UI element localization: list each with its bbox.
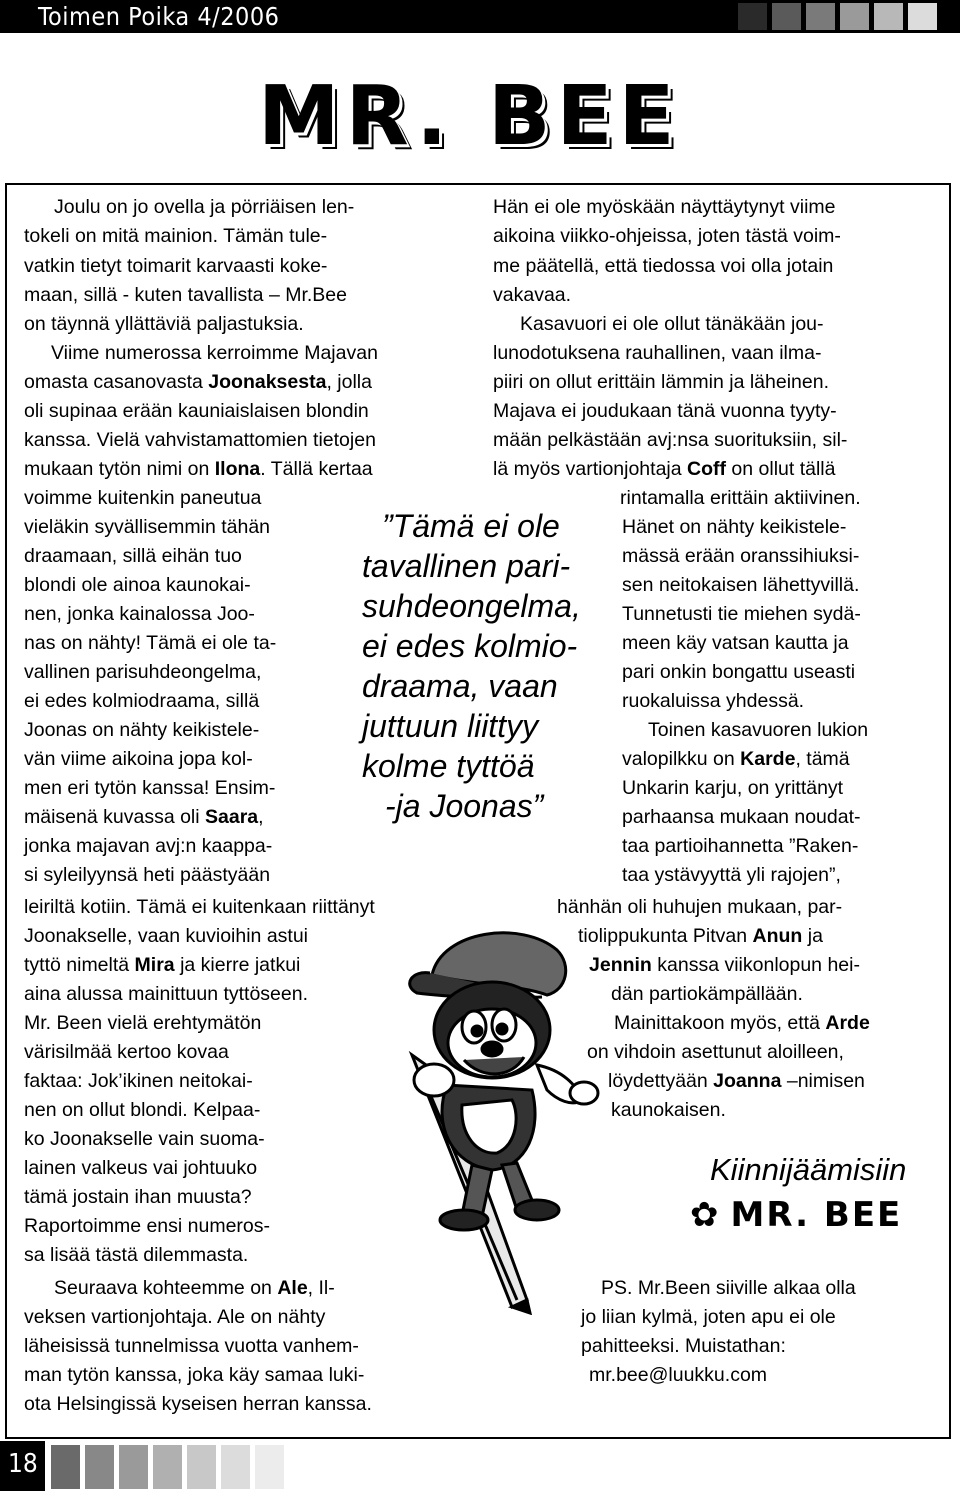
footer-square (85, 1445, 114, 1489)
right-text-line: dän partiokämpällään. (611, 983, 803, 1005)
left-text-line: veksen vartionjohtaja. Ale on nähty (24, 1306, 326, 1328)
left-text-line: kanssa. Vielä vahvistamattomien tietojen (24, 429, 376, 451)
left-text-line: maan, sillä - kuten tavallista – Mr.Bee (24, 284, 347, 306)
left-text-line: aina alussa mainittuun tyttöseen. (24, 983, 309, 1005)
right-text-line: Toinen kasavuoren lukion (648, 719, 869, 741)
right-text-line: taa ystävyyttä yli rajojen”, (622, 864, 841, 886)
headline: MR. BEE (258, 69, 681, 164)
left-text-line: värisilmää kertoo kovaa (24, 1041, 229, 1063)
left-text-line: Viime numerossa kerroimme Majavan (51, 342, 378, 364)
right-text-line: meen käy vatsan kautta ja (622, 632, 849, 654)
right-text-line: löydettyään Joanna –nimisen (608, 1070, 865, 1092)
signature-name-text: MR. BEE (730, 1195, 903, 1235)
left-text-line: Raportoimme ensi numeros- (24, 1215, 271, 1237)
right-text-line: taa partioihannetta ”Raken- (622, 835, 859, 857)
header-square (874, 3, 903, 30)
pull-quote-line: tavallinen pari- (362, 548, 571, 584)
left-text-line: omasta casanovasta Joonaksesta, jolla (24, 371, 372, 393)
right-text-line: me päätellä, että tiedossa voi olla jotain (493, 255, 834, 277)
right-text-line: pari onkin bongattu useasti (622, 661, 856, 683)
left-text-line: faktaa: Jok’ikinen neitokai- (24, 1070, 253, 1092)
right-text-line: Kasavuori ei ole ollut tänäkään jou- (520, 313, 824, 335)
left-text-line: ko Joonakselle vain suoma- (24, 1128, 265, 1150)
right-text-line: PS. Mr.Been siiville alkaa olla (601, 1277, 856, 1299)
cartoon-mascot-with-pencil (352, 915, 602, 1315)
right-text-line: lä myös vartionjohtaja Coff on ollut tällä (493, 458, 836, 480)
left-text-line: blondi ole ainoa kaunokai- (24, 574, 251, 596)
footer-square (119, 1445, 148, 1489)
pull-quote-line: ei edes kolmio- (362, 628, 578, 664)
right-text-line: jo liian kylmä, joten apu ei ole (581, 1306, 836, 1328)
magazine-title: Toimen Poika 4/2006 (38, 2, 280, 31)
footer-square (51, 1445, 80, 1489)
right-text-line: Mainittakoon myös, että Arde (614, 1012, 870, 1034)
left-text-line: Seuraava kohteemme on Ale, Il- (54, 1277, 335, 1299)
left-text-line: leiriltä kotiin. Tämä ei kuitenkaan riittänyt (24, 896, 375, 918)
right-text-line: on vihdoin asettunut aloilleen, (587, 1041, 844, 1063)
page-header (0, 0, 960, 33)
footer-square (221, 1445, 250, 1489)
right-text-line: Hänet on nähty keikistele- (622, 516, 847, 538)
header-square (772, 3, 801, 30)
right-text-line: Unkarin karju, on yrittänyt (622, 777, 844, 799)
right-text-line: mässä erään oranssihiuksi- (622, 545, 860, 567)
left-text-line: nen, jonka kainalossa Joo- (24, 603, 255, 625)
footer-square (255, 1445, 284, 1489)
left-text-line: draamaan, sillä eihän tuo (24, 545, 242, 567)
right-text-line: rintamalla erittäin aktiivinen. (620, 487, 861, 509)
pull-quote-line: suhdeongelma, (362, 588, 581, 624)
left-text-line: si syleilyynsä heti päästyään (24, 864, 271, 886)
left-text-line: ota Helsingissä kyseisen herran kanssa. (24, 1393, 372, 1415)
right-text-line: kaunokaisen. (611, 1099, 726, 1121)
right-text-line: Hän ei ole myöskään näyttäytynyt viime (493, 196, 836, 218)
left-text-line: Joonakselle, vaan kuvioihin astui (24, 925, 309, 947)
left-text-line: vän viime aikoina jopa kol- (24, 748, 253, 770)
left-text-line: vallinen parisuhdeongelma, (24, 661, 262, 683)
left-text-line: tämä jostain ihan muusta? (24, 1186, 252, 1208)
left-text-line: on täynnä yllättäviä paljastuksia. (24, 313, 304, 335)
right-text-line: mr.bee@luukku.com (589, 1364, 768, 1386)
pull-quote-line: draama, vaan (362, 668, 558, 704)
right-text-line: lunodotuksena rauhallinen, vaan ilma- (493, 342, 822, 364)
header-square (908, 3, 937, 30)
right-text-line: pahitteeksi. Muistathan: (581, 1335, 786, 1357)
pull-quote-line: juttuun liittyy (362, 708, 539, 744)
left-text-line: tyttö nimeltä Mira ja kierre jatkui (24, 954, 301, 976)
right-text-line: Majava ei joudukaan tänä vuonna tyyty- (493, 400, 837, 422)
right-text-line: vakavaa. (493, 284, 572, 306)
left-text-line: Joonas on nähty keikistele- (24, 719, 260, 741)
left-text-line: oli supinaa erään kauniaislaisen blondin (24, 400, 369, 422)
right-text-line: hänhän oli huhujen mukaan, par- (557, 896, 843, 918)
left-text-line: mäisenä kuvassa oli Saara, (24, 806, 264, 828)
page-footer (0, 1441, 960, 1491)
left-text-line: jonka majavan avj:n kaappa- (24, 835, 273, 857)
signature-name (690, 1195, 902, 1235)
right-text-line: tiolippukunta Pitvan Anun ja (578, 925, 823, 947)
left-text-line: Mr. Been vielä erehtymätön (24, 1012, 262, 1034)
left-text-line: sa lisää tästä dilemmasta. (24, 1244, 249, 1266)
left-text-line: tokeli on mitä mainion. Tämän tule- (24, 225, 328, 247)
left-text-line: nen on ollut blondi. Kelpaa- (24, 1099, 261, 1121)
right-text-line: Jennin kanssa viikonlopun hei- (589, 954, 860, 976)
footer-square (187, 1445, 216, 1489)
left-text-line: nas on nähty! Tämä ei ole ta- (24, 632, 277, 654)
footer-square (153, 1445, 182, 1489)
right-text-line: ruokaluissa yhdessä. (622, 690, 805, 712)
right-text-line: piiri on ollut erittäin lämmin ja läheinen. (493, 371, 830, 393)
left-text-line: voimme kuitenkin paneutua (24, 487, 262, 509)
left-text-line: vatkin tietyt toimarit karvaasti koke- (24, 255, 328, 277)
right-text-line: mään pelkästään avj:nsa suorituksiin, sil- (493, 429, 848, 451)
right-text-line: sen neitokaisen lähettyvillä. (622, 574, 860, 596)
header-square (840, 3, 869, 30)
pull-quote-line: ”Tämä ei ole (382, 508, 560, 544)
left-text-line: vieläkin syvällisemmin tähän (24, 516, 271, 538)
right-text-line: aikoina viikko-ohjeissa, joten tästä voim- (493, 225, 841, 247)
page-number: 18 (8, 1449, 38, 1479)
left-text-line: Joulu on jo ovella ja pörriäisen len- (54, 196, 355, 218)
left-text-line: ei edes kolmiodraama, sillä (24, 690, 260, 712)
right-text-line: parhaansa mukaan noudat- (622, 806, 861, 828)
flower-icon: ✿ (690, 1195, 721, 1235)
left-text-line: men eri tytön kanssa! Ensim- (24, 777, 276, 799)
pull-quote-line: kolme tyttöä (362, 748, 535, 784)
right-text-line: valopilkku on Karde, tämä (622, 748, 850, 770)
left-text-line: man tytön kanssa, joka käy samaa luki- (24, 1364, 365, 1386)
sign-off-text: Kiinnijäämisiin (710, 1152, 907, 1187)
left-text-line: läheisissä tunnelmissa vuotta vanhem- (24, 1335, 359, 1357)
pull-quote-line: -ja Joonas” (385, 788, 544, 824)
left-text-line: lainen valkeus vai johtuuko (24, 1157, 258, 1179)
right-text-line: Tunnetusti tie miehen sydä- (622, 603, 861, 625)
header-square (806, 3, 835, 30)
header-square (738, 3, 767, 30)
left-text-line: mukaan tytön nimi on Ilona. Tällä kertaa (24, 458, 373, 480)
